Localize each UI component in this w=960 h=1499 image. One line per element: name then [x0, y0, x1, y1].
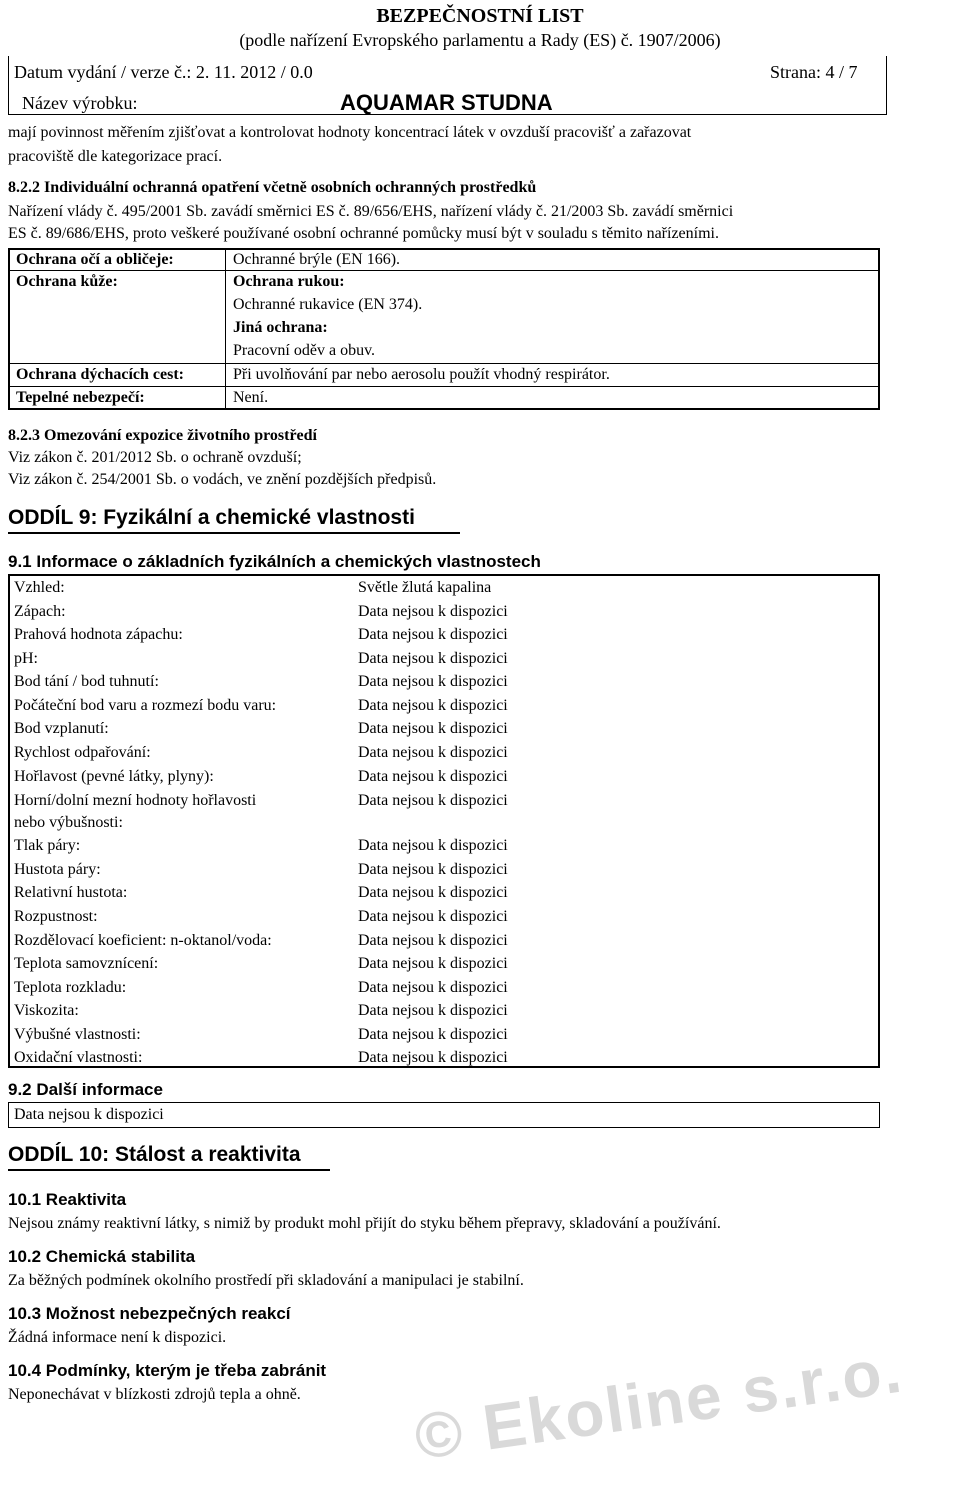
hand-protection-value: Ochranné rukavice (EN 374). [233, 296, 423, 313]
property-label: Výbušné vlastnosti: [14, 1026, 141, 1043]
property-label: Bod vzplanutí: [14, 720, 109, 737]
property-label: Teplota samovznícení: [14, 955, 159, 972]
property-label: Zápach: [14, 603, 66, 620]
section-823-line-2: Viz zákon č. 254/2001 Sb. o vodách, ve znění pozdějších předpisů. [8, 471, 437, 488]
property-label: Hořlavost (pevné látky, plyny): [14, 768, 214, 785]
section-823-heading: 8.2.3 Omezování expozice životního prostředí [8, 427, 317, 444]
section-104-heading: 10.4 Podmínky, kterým je třeba zabránit [8, 1361, 327, 1380]
property-value: Data nejsou k dispozici [358, 908, 508, 925]
property-label: Rychlost odpařování: [14, 744, 151, 761]
eye-protection-label: Ochrana očí a obličeje: [16, 251, 174, 268]
property-value: Data nejsou k dispozici [358, 1049, 508, 1066]
section-101-heading: 10.1 Reaktivita [8, 1190, 127, 1209]
property-value: Data nejsou k dispozici [358, 861, 508, 878]
property-value: Data nejsou k dispozici [358, 1026, 508, 1043]
property-label: Rozdělovací koeficient: n-oktanol/voda: [14, 932, 272, 949]
other-information-box [8, 1102, 880, 1128]
property-value: Data nejsou k dispozici [358, 650, 508, 667]
section-823-line-1: Viz zákon č. 201/2012 Sb. o ochraně ovzduší; [8, 449, 302, 466]
property-label: Prahová hodnota zápachu: [14, 626, 183, 643]
respiratory-protection-label: Ochrana dýchacích cest: [16, 366, 184, 383]
property-value: Data nejsou k dispozici [358, 720, 508, 737]
property-value: Data nejsou k dispozici [358, 1002, 508, 1019]
skin-protection-label: Ochrana kůže: [16, 273, 118, 290]
product-name-label: Název výrobku: [22, 93, 138, 113]
property-value: Data nejsou k dispozici [358, 979, 508, 996]
property-value: Data nejsou k dispozici [358, 673, 508, 690]
thermal-hazard-value: Není. [233, 389, 269, 406]
property-label: Oxidační vlastnosti: [14, 1049, 143, 1066]
document-title: BEZPEČNOSTNÍ LIST [376, 5, 584, 27]
eye-protection-value: Ochranné brýle (EN 166). [233, 251, 401, 268]
section-10-underline [8, 1169, 330, 1171]
protection-table [8, 248, 880, 410]
property-label: Viskozita: [14, 1002, 79, 1019]
property-value: Data nejsou k dispozici [358, 768, 508, 785]
hand-protection-label: Ochrana rukou: [233, 273, 345, 290]
other-protection-value: Pracovní oděv a obuv. [233, 342, 376, 359]
property-label: Teplota rozkladu: [14, 979, 127, 996]
section-822-line-2: ES č. 89/686/EHS, proto veškeré používané osobní ochranné pomůcky musí být v souladu s těmito nařízeními. [8, 225, 719, 242]
section-102-text: Za běžných podmínek okolního prostředí při skladování a manipulaci je stabilní. [8, 1272, 524, 1289]
property-label: nebo výbušnosti: [14, 814, 123, 831]
section-103-heading: 10.3 Možnost nebezpečných reakcí [8, 1304, 291, 1323]
section-9-underline [8, 532, 460, 534]
property-value: Data nejsou k dispozici [358, 792, 508, 809]
property-value: Data nejsou k dispozici [358, 744, 508, 761]
property-label: Bod tání / bod tuhnutí: [14, 673, 159, 690]
other-protection-label: Jiná ochrana: [233, 319, 328, 336]
property-value: Data nejsou k dispozici [358, 837, 508, 854]
table-rule [10, 363, 878, 364]
property-label: Rozpustnost: [14, 908, 98, 925]
section-10-title: ODDÍL 10: Stálost a reaktivita [8, 1143, 301, 1166]
section-104-text: Neponechávat v blízkosti zdrojů tepla a ohně. [8, 1386, 301, 1403]
table-rule [10, 386, 878, 387]
section-822-line-1: Nařízení vlády č. 495/2001 Sb. zavádí směrnici ES č. 89/656/EHS, nařízení vlády č. 21/2003 Sb. zavádí směrnici [8, 203, 734, 220]
section-103-text: Žádná informace není k dispozici. [8, 1329, 227, 1346]
section-91-heading: 9.1 Informace o základních fyzikálních a chemických vlastnostech [8, 552, 541, 571]
table-divider [225, 250, 226, 408]
intro-line-1: mají povinnost měřením zjišťovat a kontrolovat hodnoty koncentrací látek v ovzduší pracovišť a zařazovat [8, 124, 692, 141]
property-value: Data nejsou k dispozici [358, 697, 508, 714]
property-label: Počáteční bod varu a rozmezí bodu varu: [14, 697, 277, 714]
other-information-value: Data nejsou k dispozici [14, 1106, 164, 1123]
section-92-heading: 9.2 Další informace [8, 1080, 163, 1099]
property-label: Tlak páry: [14, 837, 81, 854]
page-number: Strana: 4 / 7 [770, 62, 858, 82]
property-label: Horní/dolní mezní hodnoty hořlavosti [14, 792, 257, 809]
property-value: Data nejsou k dispozici [358, 884, 508, 901]
table-rule [10, 270, 878, 271]
section-9-title: ODDÍL 9: Fyzikální a chemické vlastnosti [8, 506, 415, 529]
copyright-watermark: © Ekoline s.r.o. [410, 1333, 908, 1474]
section-101-text: Nejsou známy reaktivní látky, s nimiž by produkt mohl přijít do styku během přepravy, skladování a používání. [8, 1215, 721, 1232]
thermal-hazard-label: Tepelné nebezpečí: [16, 389, 145, 406]
property-label: Vzhled: [14, 579, 65, 596]
property-value: Data nejsou k dispozici [358, 626, 508, 643]
issue-date-version: Datum vydání / verze č.: 2. 11. 2012 / 0.0 [14, 62, 313, 82]
property-label: pH: [14, 650, 38, 667]
regulation-subtitle: (podle nařízení Evropského parlamentu a Rady (ES) č. 1907/2006) [239, 30, 721, 50]
property-value: Data nejsou k dispozici [358, 603, 508, 620]
intro-line-2: pracoviště dle kategorizace prací. [8, 148, 223, 165]
section-822-heading: 8.2.2 Individuální ochranná opatření včetně osobních ochranných prostředků [8, 179, 537, 196]
property-value: Data nejsou k dispozici [358, 955, 508, 972]
product-name: AQUAMAR STUDNA [340, 90, 553, 115]
property-label: Relativní hustota: [14, 884, 128, 901]
respiratory-protection-value: Při uvolňování par nebo aerosolu použít vhodný respirátor. [233, 366, 610, 383]
property-label: Hustota páry: [14, 861, 101, 878]
section-102-heading: 10.2 Chemická stabilita [8, 1247, 196, 1266]
property-value: Světle žlutá kapalina [358, 579, 492, 596]
property-value: Data nejsou k dispozici [358, 932, 508, 949]
